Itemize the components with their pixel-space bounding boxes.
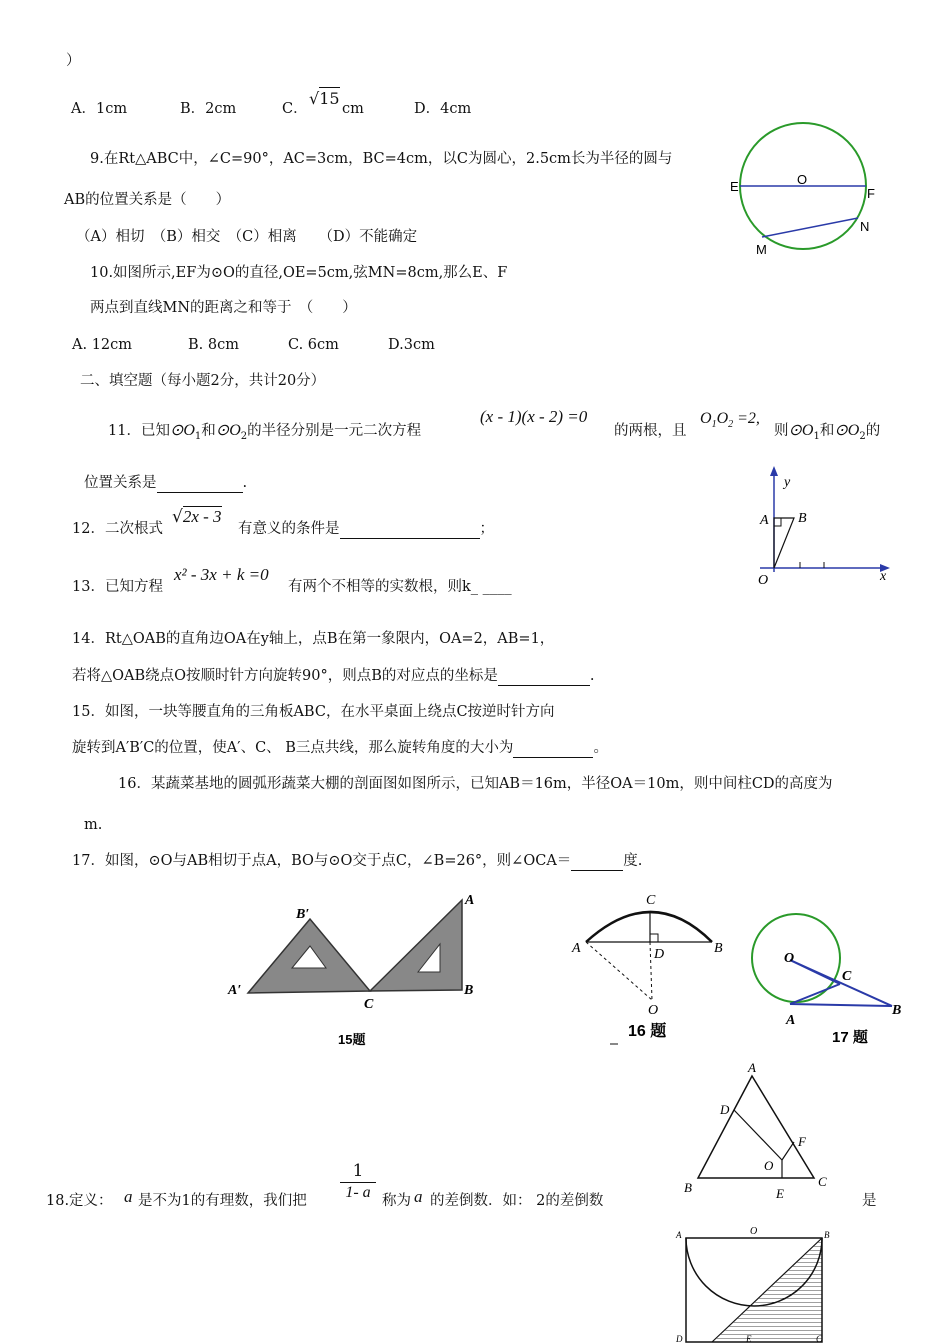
- label-o: O: [648, 1003, 659, 1018]
- fig15-caption: 15题: [338, 1032, 366, 1047]
- line-ao: [586, 942, 652, 1000]
- q18-mid: 是不为1的有理数，我们把: [138, 1193, 307, 1209]
- right-angle-mark: [650, 934, 658, 942]
- arc-ab: [586, 912, 712, 942]
- q13-post: 有两个不相等的实数根，则k_ ____: [288, 579, 512, 595]
- label-b: B: [824, 1230, 830, 1240]
- label-a: A: [760, 513, 769, 528]
- label-y: y: [784, 475, 791, 490]
- fig17-caption: 17 题: [832, 1029, 868, 1046]
- q13-pre: 13．已知方程: [72, 579, 163, 595]
- label-b: B: [464, 983, 474, 998]
- q9-line1: 9.在Rt△ABC中，∠C=90°，AC=3cm，BC=4cm，以C为圆心，2.5cm长为半径的圆与: [90, 151, 673, 167]
- fig16-arc: [566, 888, 736, 1058]
- label-c: C: [646, 893, 656, 908]
- q14-line2: 若将△OAB绕点O按顺时针方向旋转90°，则点B的对应点的坐标是 .: [72, 668, 595, 684]
- fig18-triangle: [676, 1062, 836, 1202]
- q11-tail: 则$⊙O_1$和$⊙O_2$的: [774, 422, 881, 442]
- q17-line: 17．如图，⊙O与AB相切于点A，BO与⊙O交于点C，∠B=26°，则∠OCA＝ 度.: [72, 853, 643, 869]
- fig19-semicircle: [672, 1226, 834, 1344]
- label-o: O: [750, 1226, 758, 1237]
- line-oc: [790, 960, 840, 984]
- label-o: O: [797, 172, 808, 187]
- q12-post: 有意义的条件是 ；: [238, 521, 494, 537]
- section2-title: 二、填空题（每小题2分，共计20分）: [80, 373, 326, 389]
- label-d: D: [676, 1334, 683, 1344]
- q18-fraction: 1 1- a: [340, 1160, 376, 1203]
- q8-option-b: B．2cm: [180, 101, 237, 117]
- triangle-abc: [698, 1076, 814, 1178]
- q10-option-c: C. 6cm: [288, 337, 339, 353]
- q11-o1o2: $O_1O_2 =2$,: [700, 410, 760, 431]
- label-o: O: [758, 573, 769, 588]
- q8-paren: ）: [66, 53, 81, 69]
- q10-circle-figure: [728, 118, 878, 263]
- line-do: [650, 942, 652, 1000]
- label-b: B: [684, 1180, 692, 1195]
- label-b: B: [892, 1003, 902, 1018]
- q11-line2: 位置关系是 .: [84, 475, 248, 491]
- q8-option-d: D．4cm: [414, 101, 472, 117]
- label-d: D: [720, 1102, 730, 1117]
- label-d: D: [654, 947, 665, 962]
- q11-mid2: 的两根，且: [614, 423, 687, 439]
- q14-line1: 14．Rt△OAB的直角边OA在y轴上，点B在第一象限内，OA=2，AB=1，: [72, 631, 555, 647]
- label-e: E: [746, 1334, 752, 1344]
- label-c: C: [842, 969, 852, 984]
- label-x: x: [880, 569, 887, 584]
- label-a: A: [786, 1013, 796, 1028]
- right-angle-mark: [774, 518, 781, 526]
- label-a-prime: A′: [228, 983, 242, 998]
- q8-option-c: C．: [282, 101, 308, 117]
- label-b-prime: B′: [296, 907, 310, 922]
- label-f: F: [798, 1134, 806, 1149]
- label-e: E: [776, 1186, 784, 1201]
- q18-a2: a: [414, 1187, 423, 1206]
- fig15-triangles: [222, 888, 492, 1058]
- q16-line1: 16．某蔬菜基地的圆弧形蔬菜大棚的剖面图如图所示，已知AB＝16m，半径OA＝10m，则中间柱CD的高度为: [118, 776, 833, 792]
- q9-options: （A）相切 （B）相交 （C）相离 （D）不能确定: [76, 229, 418, 245]
- q12-pre: 12．二次根式: [72, 521, 163, 537]
- q18-a: a: [124, 1187, 133, 1206]
- label-a: A: [572, 941, 581, 956]
- label-b: B: [714, 941, 723, 956]
- q18-mid3: 的差倒数．如： 2的差倒数: [430, 1193, 604, 1209]
- fig17-tangent: [746, 912, 916, 1052]
- line-ab: [790, 1004, 892, 1006]
- triangle-abc: [370, 900, 462, 991]
- fig16-caption: 16 题: [628, 1023, 667, 1040]
- label-e: E: [730, 179, 739, 194]
- q8-option-a: A．1cm: [71, 101, 128, 117]
- q13-equation: x² - 3x + k =0: [174, 565, 269, 584]
- label-a: A: [465, 893, 475, 908]
- q11-equation: (x - 1)(x - 2) =0: [480, 407, 588, 426]
- q18-end: 是: [862, 1193, 877, 1209]
- line-do: [734, 1110, 782, 1160]
- q10-line1: 10.如图所示,EF为⊙O的直径,OE=5cm,弦MN=8cm,那么E、F: [90, 265, 508, 281]
- q15-line1: 15．如图，一块等腰直角的三角板ABC，在水平桌面上绕点C按逆时针方向: [72, 704, 555, 720]
- line-of: [782, 1142, 794, 1160]
- label-m: M: [756, 242, 767, 257]
- q11-line1: 11．已知$⊙O_1$和$⊙O_2$的半径分别是一元二次方程: [108, 422, 422, 442]
- label-n: N: [860, 219, 870, 234]
- q8-option-c-unit: cm: [342, 101, 364, 117]
- label-a: A: [676, 1230, 682, 1240]
- q18-pre: 18.定义：: [46, 1193, 113, 1209]
- label-f: F: [867, 186, 875, 201]
- label-o: O: [764, 1158, 774, 1173]
- q10-option-a: A. 12cm: [72, 337, 133, 353]
- line-ac: [790, 984, 840, 1004]
- label-a: A: [748, 1062, 756, 1075]
- label-o: O: [784, 951, 795, 966]
- q9-line2: AB的位置关系是（ ）: [64, 192, 231, 208]
- label-c: C: [816, 1334, 823, 1344]
- q16-line2: m.: [84, 817, 103, 833]
- y-arrow: [770, 466, 778, 476]
- label-b: B: [798, 511, 807, 526]
- q18-mid2: 称为: [382, 1193, 411, 1209]
- q10-option-b: B. 8cm: [188, 337, 239, 353]
- q10-option-d: D.3cm: [388, 337, 435, 353]
- q14-axes-figure: [748, 464, 898, 594]
- q15-line2: 旋转到A′B′C的位置，使A′、C、 B三点共线，那么旋转角度的大小为 。: [72, 740, 608, 756]
- q12-sqrt: √2x - 3: [172, 507, 222, 527]
- label-c: C: [364, 997, 374, 1012]
- q10-line2: 两点到直线MN的距离之和等于 （ ）: [90, 300, 357, 316]
- label-c: C: [818, 1174, 827, 1189]
- q8-sqrt: √15: [309, 89, 340, 108]
